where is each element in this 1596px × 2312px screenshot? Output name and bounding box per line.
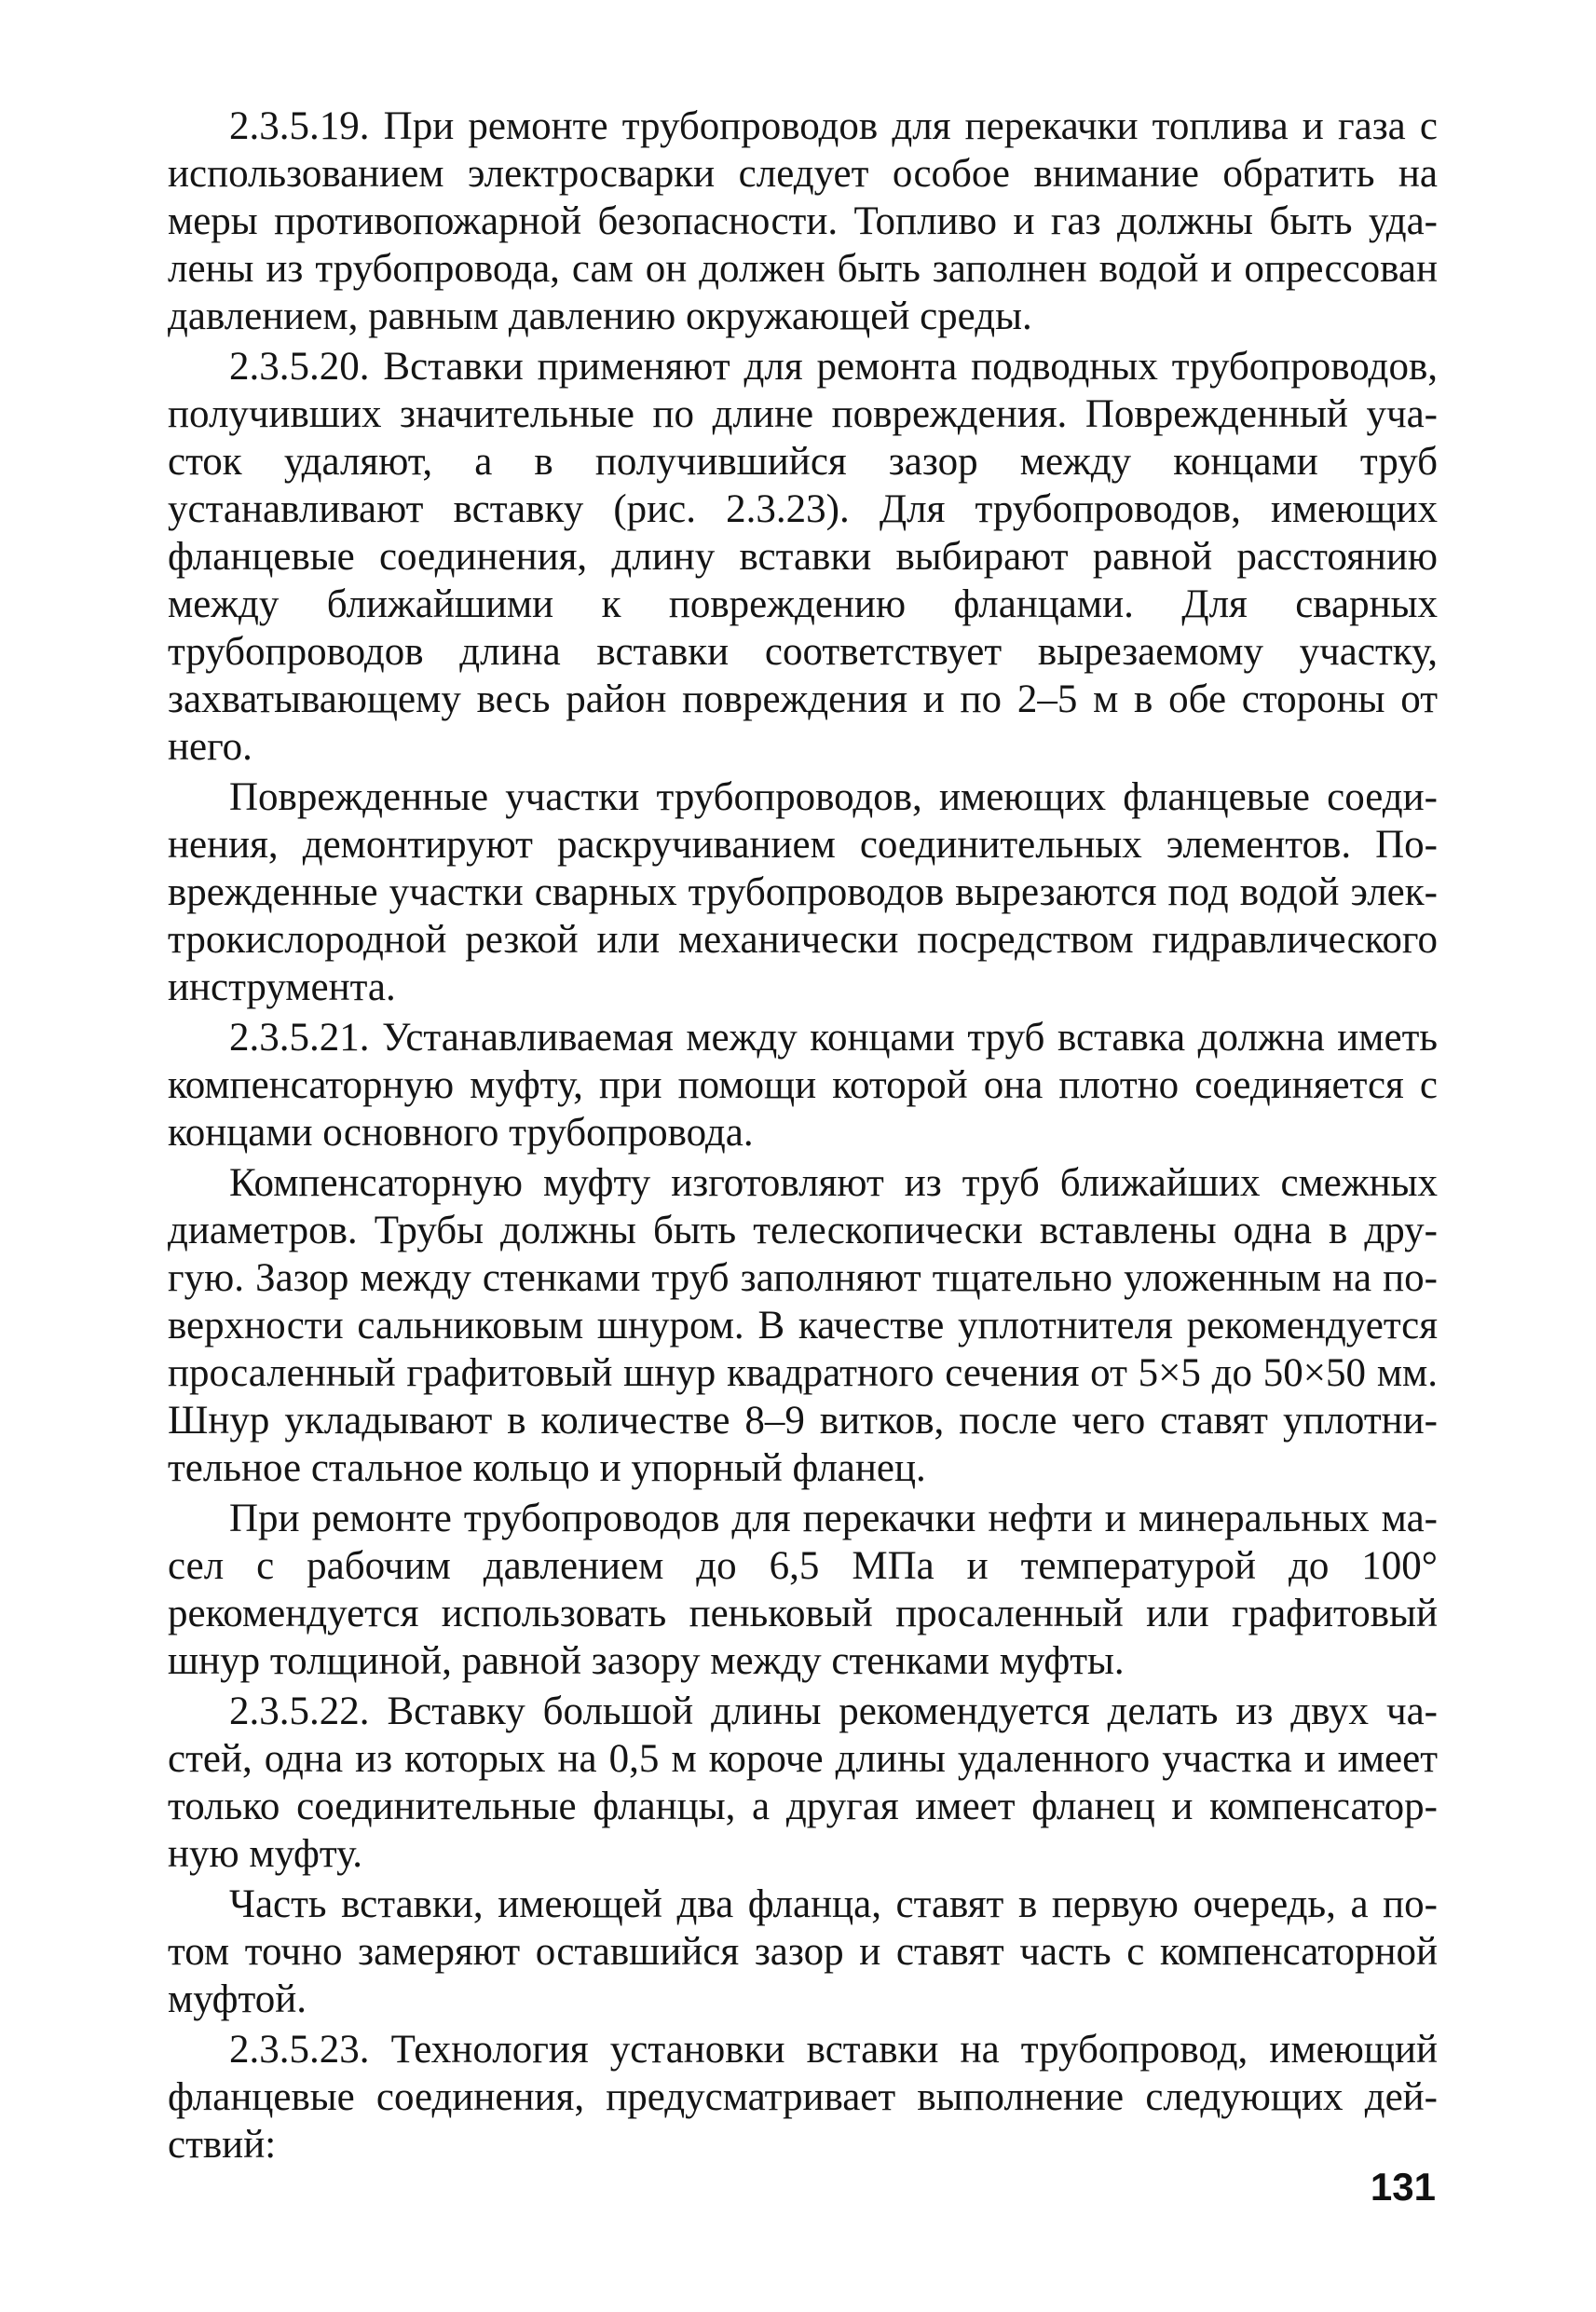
paragraph-damaged-sections: Поврежденные участки трубопроводов, имеющих фланцевые соединения, демонтируют раскручиванием соединительных элементов. Поврежденные участки сварных трубопроводов вырезаются под водой электрокислородной резкой или механически посредством гидравлического инструмента. — [168, 775, 1438, 1009]
paragraph-compensator-coupling: Компенсаторную муфту изготовляют из труб ближайших смежных диаметров. Трубы должны быть телескопически вставлены одна в другую. Зазор между стенками труб заполняют тщательно уложенным на поверхности сальниковым шнуром. В качестве уплотнителя рекомендуется просаленный графитовый шнур квадратного сечения от 5×5 до 50×50 мм. Шнур укладывают в количестве 8–9 витков, после чего ставят уплотнительное стальное кольцо и упорный фланец. — [168, 1161, 1438, 1490]
paragraph-2-3-5-22: 2.3.5.22. Вставку большой длины рекомендуется делать из двух частей, одна из которых на 0,5 м короче длины удаленного участка и имеет только соединительные фланцы, а другая имеет фланец и компенсаторную муфту. — [168, 1690, 1438, 1876]
page-body — [168, 103, 1438, 2171]
page-number: 131 — [1370, 2165, 1436, 2209]
paragraph-2-3-5-21: 2.3.5.21. Устанавливаемая между концами труб вставка должна иметь компенсаторную муфту, при помощи которой она плотно соединяется с концами основного трубопровода. — [168, 1016, 1438, 1155]
paragraph-oil-pipelines: При ремонте трубопроводов для перекачки нефти и минеральных масел с рабочим давлением до 6,5 МПа и температурой до 100° рекомендуется использовать пеньковый просаленный или графитовый шнур толщиной, равной зазору между стенками муфты. — [168, 1497, 1438, 1683]
paragraph-2-3-5-20: 2.3.5.20. Вставки применяют для ремонта подводных трубопроводов, получивших значительные по длине повреждения. Поврежденный участок удаляют, а в получившийся зазор между концами труб устанавливают вставку (рис. 2.3.23). Для трубопроводов, имеющих фланцевые соединения, длину вставки выбирают равной расстоянию между ближайшими к повреждению фланцами. Для сварных трубопроводов длина вставки соответствует вырезаемому участку, захватывающему весь район повреждения и по 2–5 м в обе стороны от него. — [168, 345, 1438, 769]
paragraph-insert-part: Часть вставки, имеющей два фланца, ставят в первую очередь, а потом точно замеряют оставшийся зазор и ставят часть с компенсаторной муфтой. — [168, 1882, 1438, 2021]
paragraph-2-3-5-23: 2.3.5.23. Технология установки вставки на трубопровод, имеющий фланцевые соединения, предусматривает выполнение следующих действий: — [168, 2028, 1438, 2167]
paragraph-2-3-5-19: 2.3.5.19. При ремонте трубопроводов для перекачки топлива и газа с использованием электросварки следует особое внимание обратить на меры противопожарной безопасности. Топливо и газ должны быть удалены из трубопровода, сам он должен быть заполнен водой и опрессован давлением, равным давлению окружающей среды. — [168, 104, 1438, 338]
